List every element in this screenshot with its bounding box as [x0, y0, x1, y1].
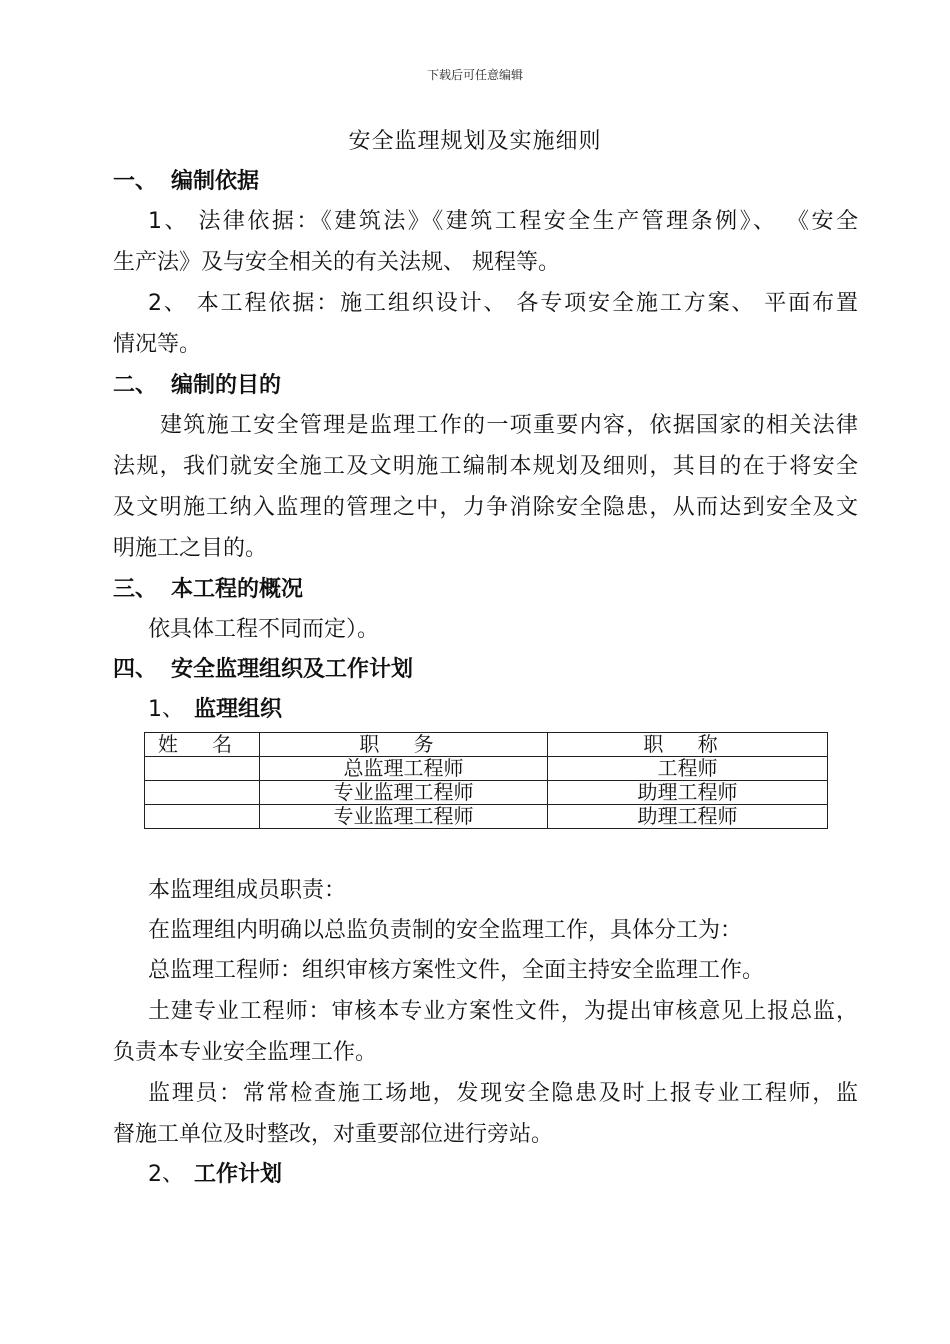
duties-title: 本监理组成员职责：	[148, 878, 347, 903]
section-3-title: 本工程的概况	[171, 577, 304, 602]
duty-civil-engineer-line-2: 负责本专业安全监理工作。	[113, 1040, 378, 1065]
table-header-row	[145, 733, 828, 757]
organization-table	[144, 732, 828, 829]
cell-title: 助理工程师	[548, 805, 828, 829]
duty-civil-engineer-line-1: 土建专业工程师：审核本专业方案性文件，为提出审核意见上报总监，	[148, 999, 858, 1024]
duties-intro: 在监理组内明确以总监负责制的安全监理工作，具体分工为：	[148, 918, 743, 943]
purpose-line-3: 及文明施工纳入监理的管理之中，力争消除安全隐患，从而达到安全及文	[113, 495, 858, 520]
cell-name	[145, 781, 260, 805]
project-basis-line-1: 2、 本工程依据：施工组织设计、 各专项安全施工方案、 平面布置	[148, 291, 858, 316]
section-2-heading	[113, 368, 281, 399]
document-title: 安全监理规划及实施细则	[348, 129, 602, 154]
overview-line: 依具体工程不同而定）。	[148, 617, 380, 642]
subsection-1-heading	[148, 692, 282, 723]
section-1-number: 一、	[113, 169, 158, 194]
section-3-number: 三、	[113, 577, 158, 602]
cell-position: 专业监理工程师	[260, 781, 548, 805]
cell-name	[145, 805, 260, 829]
cell-title: 助理工程师	[548, 781, 828, 805]
section-4-heading	[113, 652, 413, 683]
subsection-2-title: 工作计划	[194, 1162, 283, 1187]
header-title: 职 称	[548, 733, 828, 757]
legal-basis-line-1: 1、 法律依据：《建筑法》《建筑工程安全生产管理条例》、 《安全	[148, 209, 858, 234]
cell-name	[145, 757, 260, 781]
header-position: 职 务	[260, 733, 548, 757]
project-basis-line-2: 情况等。	[113, 332, 202, 357]
legal-basis-line-2: 生产法》及与安全相关的有关法规、 规程等。	[113, 250, 560, 275]
section-2-number: 二、	[113, 373, 158, 398]
purpose-line-2: 法规，我们就安全施工及文明施工编制本规划及细则，其目的在于将安全	[113, 454, 858, 479]
section-2-title: 编制的目的	[171, 373, 282, 398]
section-4-title: 安全监理组织及工作计划	[171, 657, 414, 682]
subsection-2-number: 2、	[148, 1162, 184, 1187]
page-header: 下载后可任意编辑	[426, 68, 523, 82]
duty-chief-engineer: 总监理工程师：组织审核方案性文件，全面主持安全监理工作。	[148, 958, 765, 983]
table-row	[145, 781, 828, 805]
table-row	[145, 757, 828, 781]
cell-title: 工程师	[548, 757, 828, 781]
duty-inspector-line-2: 督施工单位及时整改，对重要部位进行旁站。	[113, 1122, 554, 1147]
section-4-number: 四、	[113, 657, 158, 682]
header-name: 姓 名	[145, 733, 260, 757]
purpose-line-1: 建筑施工安全管理是监理工作的一项重要内容，依据国家的相关法律	[160, 413, 858, 438]
subsection-2-heading	[148, 1157, 282, 1188]
subsection-1-number: 1、	[148, 697, 184, 722]
purpose-line-4: 明施工之目的。	[113, 536, 268, 561]
section-1-heading	[113, 164, 259, 195]
section-3-heading	[113, 572, 303, 603]
cell-position: 专业监理工程师	[260, 805, 548, 829]
table-row	[145, 805, 828, 829]
duty-inspector-line-1: 监理员：常常检查施工场地，发现安全隐患及时上报专业工程师，监	[148, 1081, 858, 1106]
cell-position: 总监理工程师	[260, 757, 548, 781]
section-1-title: 编制依据	[171, 169, 260, 194]
subsection-1-title: 监理组织	[194, 697, 283, 722]
